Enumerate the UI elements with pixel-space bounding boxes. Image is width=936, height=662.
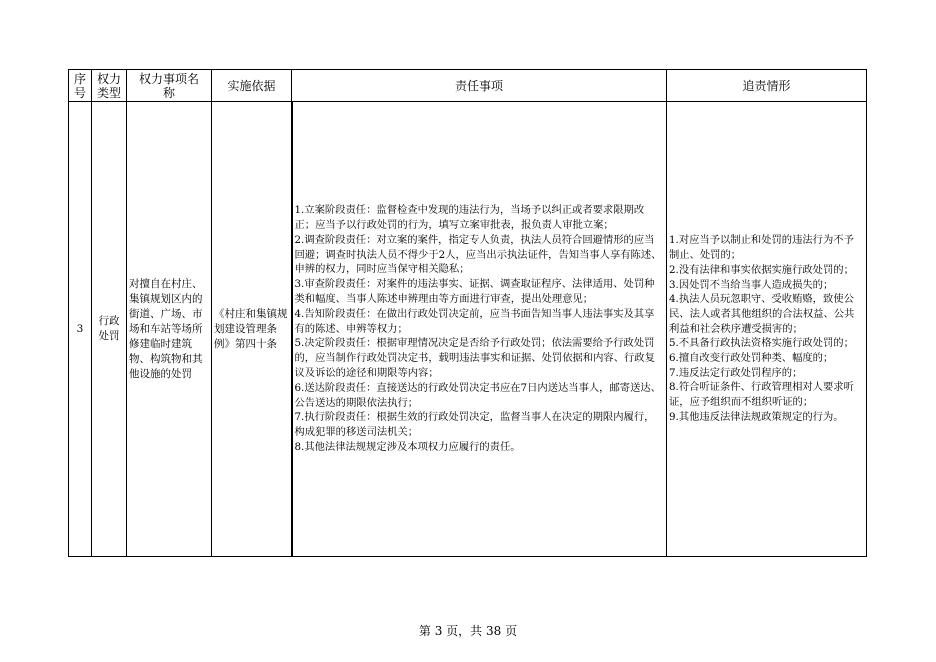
header-basis: 实施依据 — [212, 70, 292, 102]
accountability-item: 2.没有法律和事实依据实施行政处罚的； — [669, 263, 854, 276]
header-responsibility: 责任事项 — [292, 70, 667, 102]
accountability-item: 1.对应当予以制止和处罚的违法行为不予制止、处罚的； — [669, 234, 854, 262]
accountability-item: 7.违反法定行政处罚程序的； — [669, 366, 803, 379]
header-seq: 序号 — [69, 70, 92, 102]
cell-seq: 3 — [69, 102, 92, 557]
accountability-item: 8.符合听证条件、行政管理相对人要求听证，应予组织而不组织听证的； — [669, 381, 854, 409]
table-row — [69, 102, 867, 557]
responsibility-item: 7.执行阶段责任：根据生效的行政处罚决定，监督当事人在决定的期限内履行，构成犯罪的移送司法机关； — [294, 411, 655, 439]
responsibility-item: 3.审查阶段责任：对案件的违法事实、证据、调查取证程序、法律适用、处罚种类和幅度、当事人陈述申辨理由等方面进行审查，提出处理意见； — [294, 278, 655, 305]
accountability-item: 3.因处罚不当给当事人造成损失的； — [669, 278, 834, 291]
responsibility-item: 2.调查阶段责任：对立案的案件，指定专人负责，执法人员符合回避情形的应当回避；调查时执法人员不得少于2人，应当出示执法证件，告知当事人享有陈述、申辨的权力，同时应当保守相关隐私； — [294, 233, 662, 276]
accountability-item: 9.其他违反法律法规政策规定的行为。 — [669, 410, 844, 423]
cell-accountability — [667, 102, 867, 557]
responsibility-item: 4.告知阶段责任：在做出行政处罚决定前，应当书面告知当事人违法事实及其享有的陈述、申辨等权力； — [294, 307, 655, 335]
header-accountability: 追责情形 — [667, 70, 867, 102]
responsibility-item: 6.送达阶段责任：直接送达的行政处罚决定书应在7日内送达当事人，邮寄送达、公告送达的期限依法执行； — [294, 381, 661, 409]
table-header-row — [69, 70, 867, 102]
accountability-item: 6.擅自改变行政处罚种类、幅度的； — [669, 352, 834, 365]
accountability-item: 4.执法人员玩忽职守、受收贿赂，致使公民、法人或者其他组织的合法权益、公共利益和社会秩序遭受损害的； — [669, 293, 855, 335]
header-type: 权力类型 — [92, 70, 127, 102]
accountability-item: 5.不具备行政执法资格实施行政处罚的； — [669, 337, 854, 350]
cell-responsibility — [292, 102, 667, 557]
cell-type: 行政处罚 — [92, 102, 127, 557]
responsibility-item: 5.决定阶段责任：根据审理情况决定是否给予行政处罚；依法需要给予行政处罚的，应当制作行政处罚决定书，载明违法事实和证据、处罚依据和内容、行政复议及诉讼的途径和期限等内容； — [294, 337, 655, 379]
responsibility-table — [68, 69, 867, 557]
page-footer: 第 3 页，共 38 页 — [418, 624, 518, 638]
responsibility-item: 1.立案阶段责任：监督检查中发现的违法行为，当场予以纠正或者要求限期改正；应当予以行政处罚的行为，填写立案审批表，报负责人审批立案； — [294, 204, 645, 232]
header-name: 权力事项名 称 — [127, 70, 212, 102]
cell-basis: 《村庄和集镇规划建设管理条例》第四十条 — [212, 102, 292, 557]
cell-name: 对擅自在村庄、集镇规划区内的街道、广场、市场和车站等场所修建临时建筑物、构筑物和其他设施的处罚 — [127, 102, 212, 557]
responsibility-item: 8.其他法律法规规定涉及本项权力应履行的责任。 — [294, 440, 521, 453]
